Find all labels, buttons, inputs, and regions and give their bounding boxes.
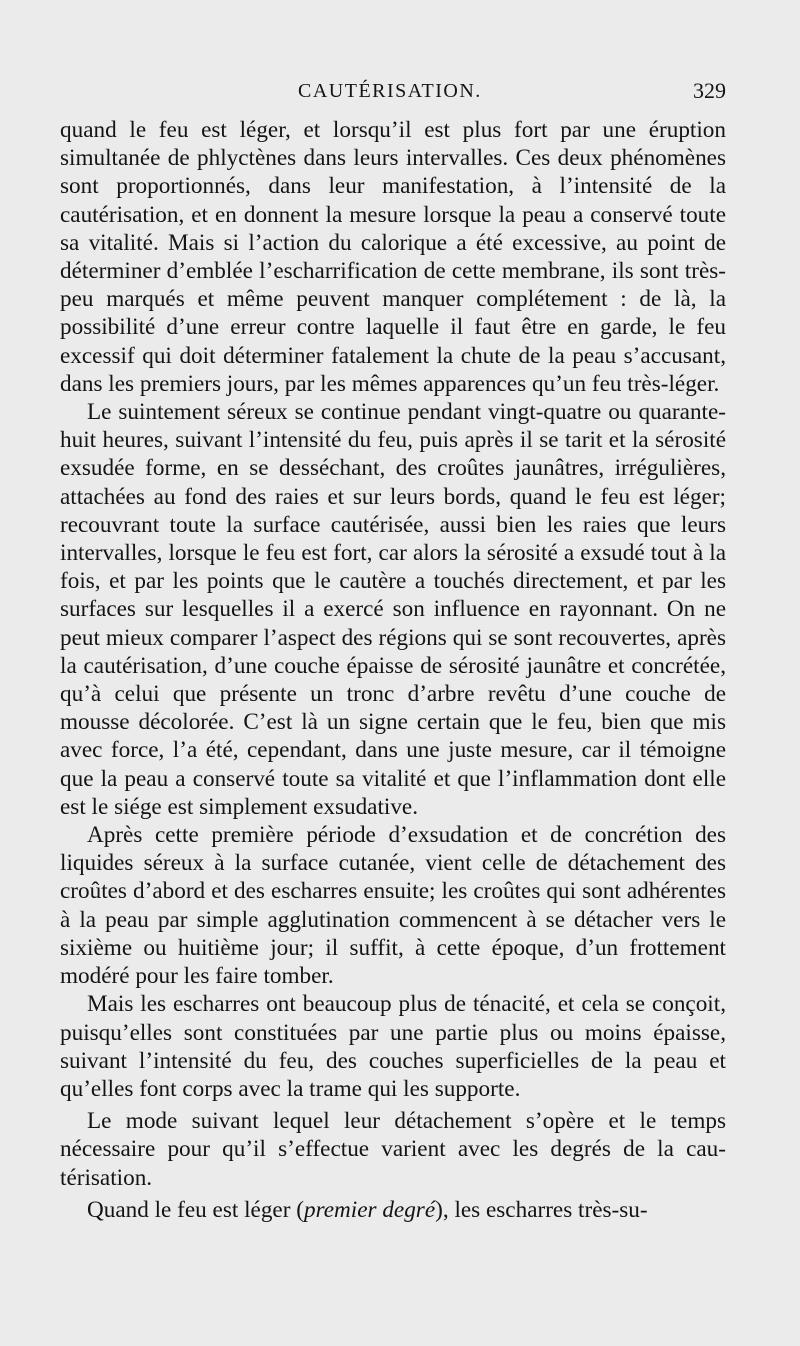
page-number: 329 [693, 78, 726, 103]
page-header [60, 74, 726, 110]
paragraph-2: Le suintement séreux se continue pendant vingt-quatre ou quarante-huit heures, suivant l’intensité du feu, puis après il se tarit et la sérosité exsudée forme, en se desséchant, des croûtes jaunâtres, irrégulières, attachées au fond des raies et sur leurs bords, quand le feu est léger; recouvrant toute la surface cautérisée, aussi bien les raies que leurs intervalles, lorsque le feu est fort, car alors la sérosité a exsudé tout à la fois, et par les points que le cautère a touchés directement, et par les surfaces sur lesquelles il a exercé son influence en rayonnant. On ne peut mieux comparer l’aspect des régions qui se sont recouvertes, après la cautérisation, d’une couche épaisse de sérosité jaunâtre et concrétée, qu’à celui que présente un tronc d’arbre revêtu d’une couche de mousse décolorée. C’est là un signe certain que le feu, bien que mis avec force, l’a été, cependant, dans une juste mesure, car il témoigne que la peau a conservé toute sa vitalité et que l’inflammation dont elle est le siége est simplement exsudative. [60, 399, 726, 820]
paragraph-6-start: Quand le feu est léger ( [87, 1196, 304, 1223]
paragraph-3: Après cette première période d’exsudation et de concrétion des liquides séreux à la surface cutanée, vient celle de détachement des croûtes d’abord et des escharres ensuite; les croûtes qui sont adhérentes à la peau par simple agglutination commencent à se détacher vers le sixième ou huitième jour; il suffit, à cette époque, d’un frottement modéré pour les faire tomber. [60, 822, 726, 990]
paragraph-1: quand le feu est léger, et lorsqu’il est plus fort par une éruption simultanée de phlyctènes dans leurs intervalles. Ces deux phénomènes sont proportionnés, dans leur manifestation, à l’intensité de la cautérisation, et en donnent la mesure lorsque la peau a conservé toute sa vitalité. Mais si l’action du calorique a été excessive, au point de déterminer d’emblée l’escharrification de cette membrane, ils sont très-peu marqués et même peuvent manquer complétement : de là, la possibilité d’une erreur contre laquelle il faut être en garde, le feu excessif qui doit déterminer fatalement la chute de la peau s’accusant, dans les premiers jours, par les mêmes apparences qu’un feu très-léger. [60, 117, 726, 397]
paragraph-5: Le mode suivant lequel leur détachement s’opère et le temps nécessaire pour qu’il s’effectue varient avec les degrés de la cautérisation. [60, 1108, 726, 1191]
running-title: CAUTÉRISATION. [298, 80, 482, 102]
paragraph-6 [60, 1196, 726, 1224]
paragraph-4: Mais les escharres ont beaucoup plus de ténacité, et cela se conçoit, puisqu’elles sont constituées par une partie plus ou moins épaisse, suivant l’intensité du feu, des couches superficielles de la peau et qu’elles font corps avec la trame qui les supporte. [60, 991, 726, 1102]
paragraph-6-end: ), les escharres très-su- [435, 1196, 648, 1223]
paragraph-6-italic: premier degré [303, 1196, 436, 1223]
body-text [60, 116, 726, 1224]
